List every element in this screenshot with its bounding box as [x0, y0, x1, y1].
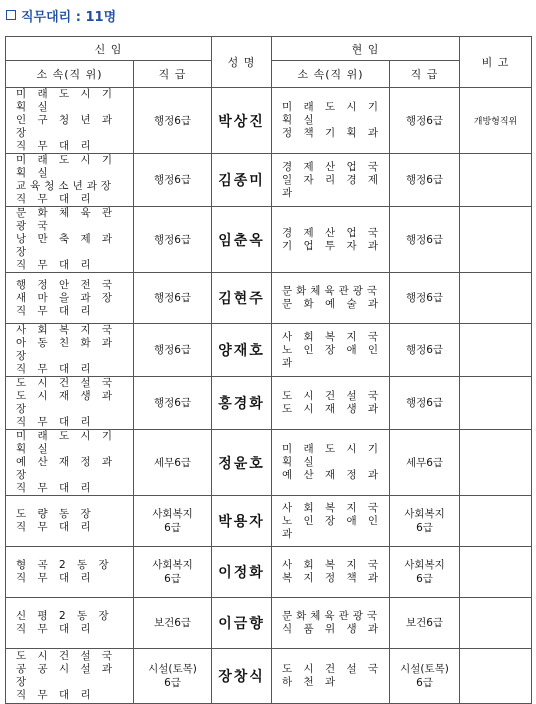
new-grade-cell: 행정6급	[134, 88, 212, 154]
header-new-grade: 직 급	[134, 61, 212, 88]
new-dept-cell: 미 래 도 시 기 획 실 인 구 청 년 과 장 직 무 대 리	[6, 88, 134, 154]
current-grade-cell: 사회복지 6급	[390, 547, 460, 598]
new-dept-cell: 미 래 도 시 기 획 실 예 산 재 정 과 장 직 무 대 리	[6, 430, 134, 496]
current-grade-cell: 시설(토목) 6급	[390, 649, 460, 704]
name-cell: 김종미	[212, 154, 272, 207]
note-cell	[460, 430, 532, 496]
name-cell: 양재호	[212, 324, 272, 377]
current-dept-cell: 문화체육관광국 문 화 예 술 과	[272, 273, 390, 324]
current-dept-cell: 미 래 도 시 기 획 실 예 산 재 정 과	[272, 430, 390, 496]
name-cell: 홍경화	[212, 377, 272, 430]
new-grade-cell: 보건6급	[134, 598, 212, 649]
new-grade-cell: 행정6급	[134, 207, 212, 273]
table-row	[6, 88, 532, 154]
new-dept-cell: 미 래 도 시 기 획 실 교육청소년과장 직 무 대 리	[6, 154, 134, 207]
new-dept-cell: 문 화 체 육 관 광 국 낭 만 축 제 과 장 직 무 대 리	[6, 207, 134, 273]
current-grade-cell: 행정6급	[390, 207, 460, 273]
table-row	[6, 273, 532, 324]
current-dept-cell: 도 시 건 설 국 하 천 과	[272, 649, 390, 704]
current-grade-cell: 세무6급	[390, 430, 460, 496]
new-grade-cell: 행정6급	[134, 324, 212, 377]
table-row	[6, 430, 532, 496]
section-title	[6, 4, 116, 26]
new-dept-cell: 신 평 2 동 장 직 무 대 리	[6, 598, 134, 649]
table-row	[6, 649, 532, 704]
current-dept-cell: 도 시 건 설 국 도 시 재 생 과	[272, 377, 390, 430]
table-row	[6, 547, 532, 598]
name-cell: 이정화	[212, 547, 272, 598]
new-dept-cell: 도 시 건 설 국 공 공 시 설 과 장 직 무 대 리	[6, 649, 134, 704]
name-cell: 이금향	[212, 598, 272, 649]
current-grade-cell: 보건6급	[390, 598, 460, 649]
name-cell: 김현주	[212, 273, 272, 324]
note-cell	[460, 377, 532, 430]
header-current-grade: 직 급	[390, 61, 460, 88]
name-cell: 정윤호	[212, 430, 272, 496]
table-row	[6, 496, 532, 547]
name-cell: 장창식	[212, 649, 272, 704]
personnel-table	[5, 36, 532, 704]
current-dept-cell: 사 회 복 지 국 노 인 장 애 인 과	[272, 324, 390, 377]
table-row	[6, 154, 532, 207]
current-dept-cell: 사 회 복 지 국 복 지 정 책 과	[272, 547, 390, 598]
note-cell	[460, 649, 532, 704]
new-dept-cell: 도 량 동 장 직 무 대 리	[6, 496, 134, 547]
current-dept-cell: 경 제 산 업 국 기 업 투 자 과	[272, 207, 390, 273]
current-grade-cell: 행정6급	[390, 154, 460, 207]
note-cell	[460, 324, 532, 377]
new-dept-cell: 사 회 복 지 국 아 동 친 화 과 장 직 무 대 리	[6, 324, 134, 377]
new-grade-cell: 시설(토목) 6급	[134, 649, 212, 704]
current-dept-cell: 사 회 복 지 국 노 인 장 애 인 과	[272, 496, 390, 547]
note-cell	[460, 207, 532, 273]
note-cell	[460, 598, 532, 649]
section-title-text: 직무대리 : 11명	[21, 9, 117, 25]
header-name: 성 명	[212, 37, 272, 88]
note-cell	[460, 273, 532, 324]
header-new: 신 임	[6, 37, 212, 61]
current-grade-cell: 사회복지 6급	[390, 496, 460, 547]
current-grade-cell: 행정6급	[390, 273, 460, 324]
name-cell: 임춘옥	[212, 207, 272, 273]
current-dept-cell: 미 래 도 시 기 획 실 정 책 기 획 과	[272, 88, 390, 154]
current-dept-cell: 문화체육관광국 식 품 위 생 과	[272, 598, 390, 649]
new-grade-cell: 사회복지 6급	[134, 496, 212, 547]
header-note: 비 고	[460, 37, 532, 88]
current-grade-cell: 행정6급	[390, 377, 460, 430]
name-cell: 박용자	[212, 496, 272, 547]
checkbox-square-icon	[6, 10, 16, 20]
current-grade-cell: 행정6급	[390, 324, 460, 377]
table-row	[6, 377, 532, 430]
note-cell: 개방형직위	[460, 88, 532, 154]
new-grade-cell: 행정6급	[134, 154, 212, 207]
new-dept-cell: 행 정 안 전 국 새 마 을 과 장 직 무 대 리	[6, 273, 134, 324]
note-cell	[460, 547, 532, 598]
current-dept-cell: 경 제 산 업 국 일 자 리 경 제 과	[272, 154, 390, 207]
note-cell	[460, 154, 532, 207]
table-row	[6, 207, 532, 273]
header-current: 현 임	[272, 37, 460, 61]
new-grade-cell: 사회복지 6급	[134, 547, 212, 598]
header-current-dept: 소 속(직 위)	[272, 61, 390, 88]
header-new-dept: 소 속(직 위)	[6, 61, 134, 88]
new-grade-cell: 세무6급	[134, 430, 212, 496]
new-grade-cell: 행정6급	[134, 377, 212, 430]
new-dept-cell: 도 시 건 설 국 도 시 재 생 과 장 직 무 대 리	[6, 377, 134, 430]
new-grade-cell: 행정6급	[134, 273, 212, 324]
current-grade-cell: 행정6급	[390, 88, 460, 154]
name-cell: 박상진	[212, 88, 272, 154]
table-row	[6, 598, 532, 649]
table-row	[6, 324, 532, 377]
new-dept-cell: 형 곡 2 동 장 직 무 대 리	[6, 547, 134, 598]
note-cell	[460, 496, 532, 547]
